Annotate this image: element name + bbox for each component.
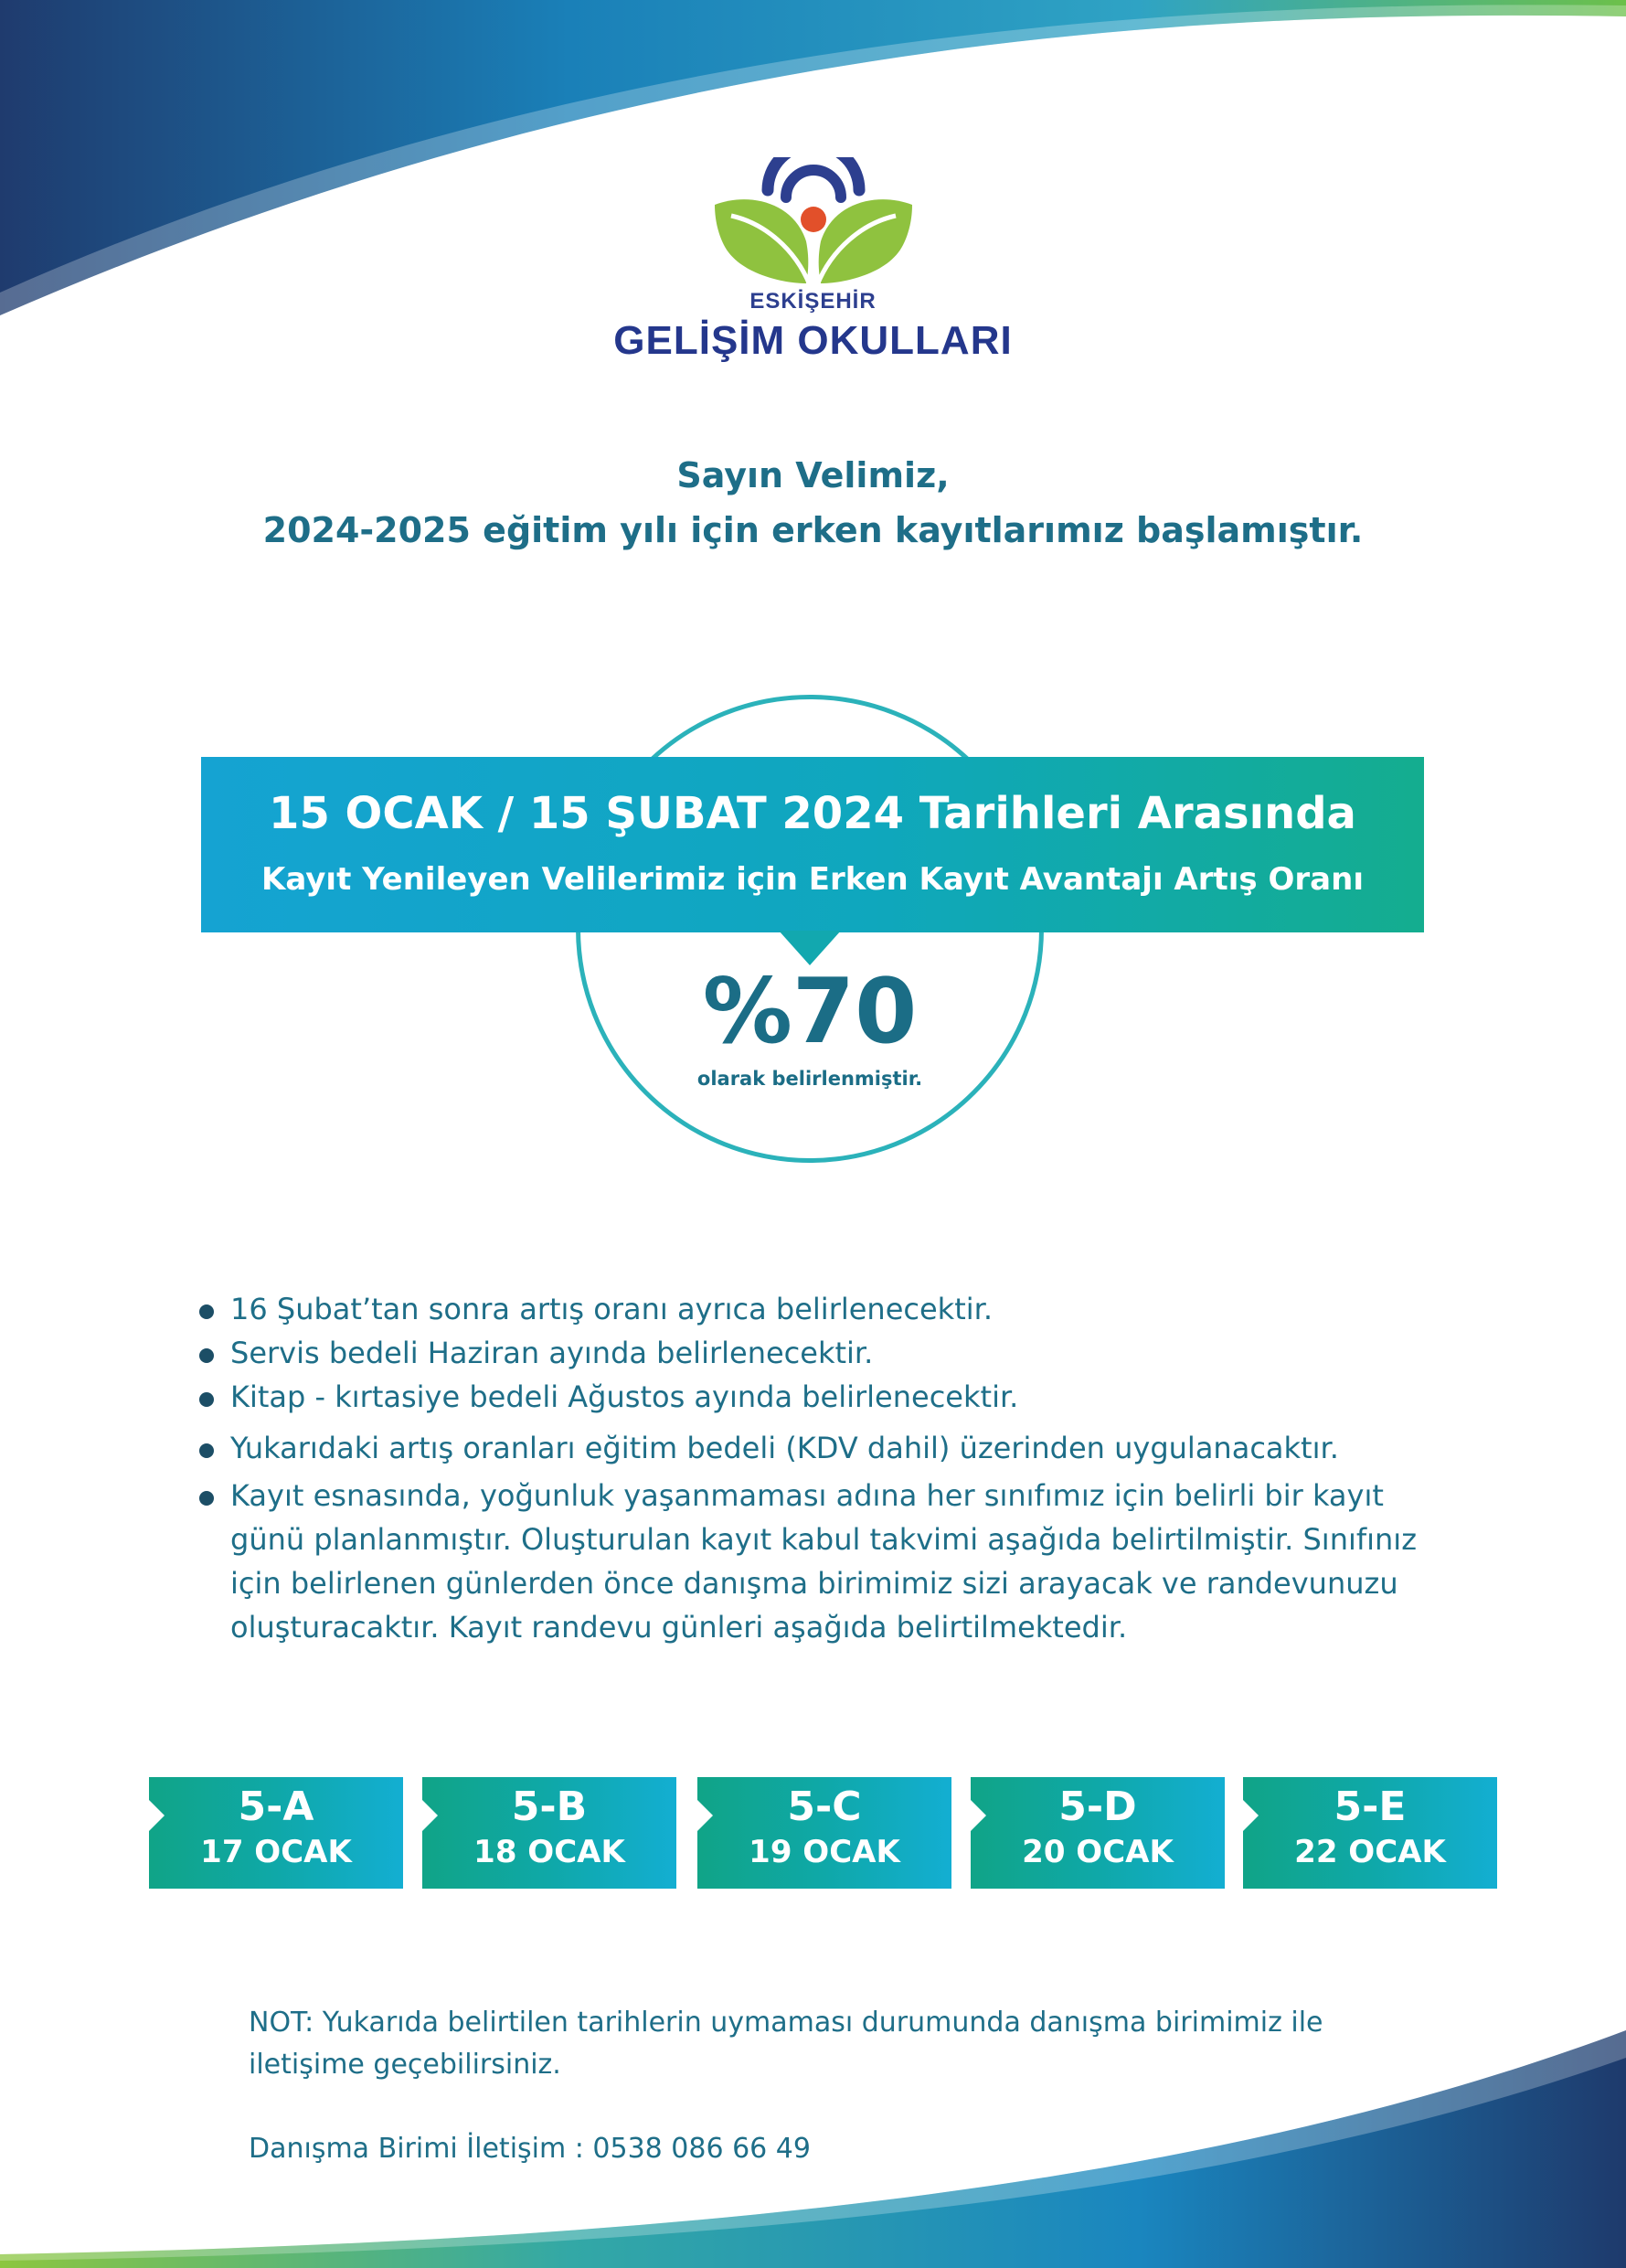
banner-title: 15 OCAK / 15 ŞUBAT 2024 Tarihleri Arasında [269,788,1356,839]
schedule-card-5b [422,1777,676,1889]
notes-list [199,1287,1461,1649]
footer-contact: Danışma Birimi İletişim : 0538 086 66 49 [249,2133,811,2165]
schedule-card-5c [697,1777,951,1889]
list-item [199,1375,1461,1419]
greeting-salutation: Sayın Velimiz, [676,455,950,495]
schedule-date: 17 OCAK [200,1834,352,1870]
bullet-icon [199,1304,214,1319]
schedule-date: 20 OCAK [1022,1834,1174,1870]
schedule-date: 22 OCAK [1294,1834,1446,1870]
note-text: 16 Şubat’tan sonra artış oranı ayrıca belirlenecektir. [230,1292,994,1326]
increase-rate-value: %70 [702,960,918,1064]
schedule-class: 5-E [1334,1784,1407,1830]
banner-subtitle: Kayıt Yenileyen Velilerimiz için Erken Kayıt Avantajı Artış Oranı [261,861,1364,898]
early-registration-banner [201,757,1424,932]
schedule-class: 5-C [787,1784,862,1830]
footer-note: NOT: Yukarıda belirtilen tarihlerin uymaması durumunda danışma birimimiz ile iletişime geçebilirsiniz. [249,2007,1323,2081]
schedule-date: 18 OCAK [473,1834,625,1870]
note-text: Kayıt esnasında, yoğunluk yaşanmaması adına her sınıfımız için belirli bir kayıt günü planlanmıştır. Oluşturulan kayıt kabul takvimi aşağıda belirtilmiştir. Sınıfınız için belirlenen günlerden önce danışma birimimiz sizi arayacak ve randevunuzu oluşturacaktır. Kayıt randevu günleri aşağıda belirtilmektedir. [230,1478,1417,1645]
list-item [199,1287,1461,1331]
schedule-date: 19 OCAK [749,1834,900,1870]
logo-school-name: GELİŞİM OKULLARI [613,318,1013,363]
bullet-icon [199,1491,214,1506]
list-item [199,1426,1461,1470]
bullet-icon [199,1443,214,1458]
schedule-card-5a [149,1777,403,1889]
increase-rate-note: olarak belirlenmiştir. [696,1068,923,1090]
schedule-card-5e [1243,1777,1497,1889]
logo-city-text: ESKİŞEHİR [749,289,877,314]
schedule-class: 5-D [1058,1784,1137,1830]
schedule-card-5d [971,1777,1225,1889]
greeting-announcement: 2024-2025 eğitim yılı için erken kayıtlarımız başlamıştır. [262,510,1364,550]
schedule-class: 5-A [238,1784,314,1830]
bullet-icon [199,1392,214,1407]
note-text: Servis bedeli Haziran ayında belirlenecektir. [230,1336,874,1370]
note-text: Yukarıdaki artış oranları eğitim bedeli (KDV dahil) üzerinden uygulanacaktır. [230,1431,1339,1465]
list-item [199,1474,1461,1649]
note-text: Kitap - kırtasiye bedeli Ağustos ayında belirlenecektir. [230,1379,1019,1414]
bullet-icon [199,1348,214,1363]
list-item [199,1331,1461,1375]
schedule-class: 5-B [511,1784,588,1830]
